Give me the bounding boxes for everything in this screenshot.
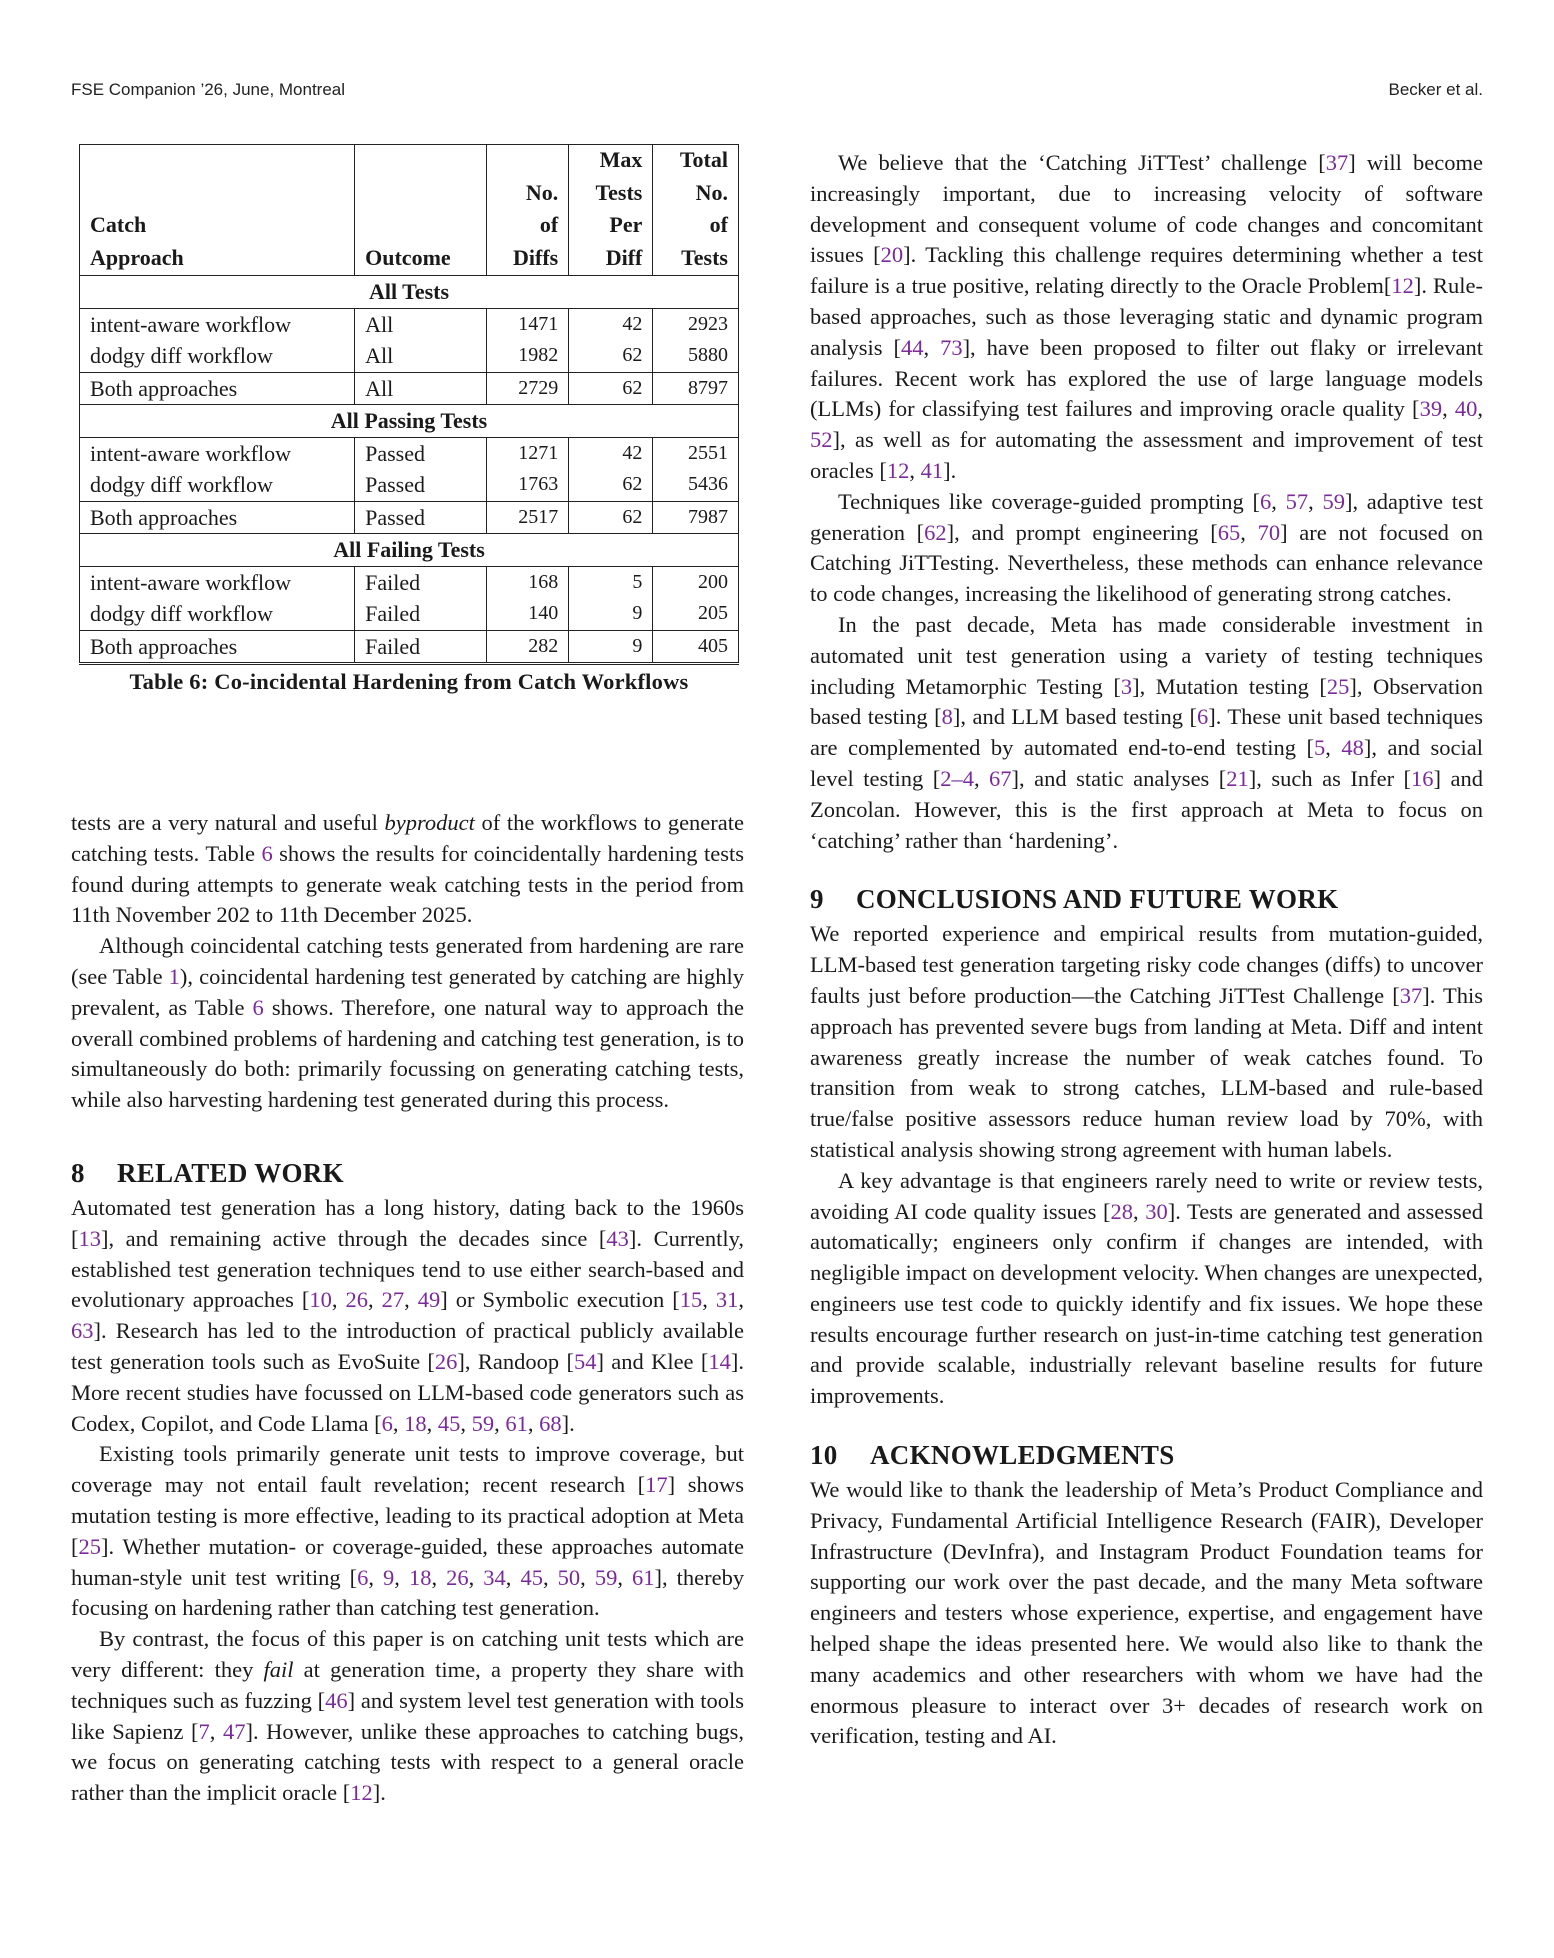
cell-max: 5 — [569, 566, 653, 598]
cell-diffs: 1471 — [487, 308, 569, 340]
header-tests-1: Tests — [569, 178, 653, 211]
cell-max: 9 — [569, 598, 653, 630]
cell-approach: intent-aware workflow — [80, 437, 355, 469]
citation-link[interactable]: 54 — [573, 1348, 597, 1374]
citation-link[interactable]: 21 — [1226, 765, 1249, 791]
citation-link[interactable]: 6 — [381, 1410, 393, 1436]
paragraph: Existing tools primarily generate unit tests to improve coverage, but coverage may not entail fault revelation; recent research [17] shows mutation testing is more effective, leading to its practical adoption at Meta [25]. Whether mutation- or coverage-guided, these approaches automate human-style unit test writing [6, 9, 18, 26, 34, 45, 50, 59, 61], thereby focusing on hardening rather than catching test generation. — [71, 1441, 745, 1621]
citation-link[interactable]: 26 — [345, 1287, 369, 1313]
cell-total: 7987 — [653, 501, 739, 534]
citation-link[interactable]: 45 — [437, 1410, 461, 1436]
cell-max: 42 — [569, 308, 653, 340]
cell-total: 2551 — [653, 437, 739, 469]
results-table — [79, 144, 739, 665]
header-of-2: of — [653, 210, 739, 243]
cell-total: 200 — [653, 566, 739, 598]
cell-approach: Both approaches — [80, 501, 355, 534]
citation-link[interactable]: 26 — [434, 1348, 458, 1374]
citation-link[interactable]: 7 — [198, 1718, 210, 1744]
paragraph: By contrast, the focus of this paper is on catching unit tests which are very different: they fail at generation time, a property they share with techniques such as fuzzing [46] and system level test generation with tools like Sapienz [7, 47]. However, unlike these approaches to catching bugs, we focus on generating catching tests with respect to a general oracle rather than the implicit oracle [12]. — [71, 1626, 745, 1806]
group-title-all: All Tests — [80, 276, 739, 309]
section-heading-acknowledgments: 10 ACKNOWLEDGMENTS — [810, 1440, 1175, 1471]
citation-link[interactable]: 67 — [989, 765, 1012, 791]
ref-link[interactable]: 6 — [252, 994, 264, 1020]
right-body — [810, 148, 1483, 1752]
header-of-1: of — [487, 210, 569, 243]
cell-approach: Both approaches — [80, 630, 355, 664]
header-tests: Tests — [653, 243, 739, 276]
cell-total: 5436 — [653, 469, 739, 501]
citation-link[interactable]: 28 — [1110, 1198, 1133, 1224]
citation-link[interactable]: 3 — [1120, 673, 1133, 699]
left-body — [71, 808, 744, 1809]
citation-link[interactable]: 65 — [1217, 519, 1241, 545]
citation-link[interactable]: 6 — [1197, 704, 1209, 730]
table-row — [80, 469, 739, 501]
table-row — [80, 372, 739, 405]
citation-link[interactable]: 59 — [1322, 488, 1345, 514]
cell-outcome: Failed — [355, 598, 487, 630]
cell-diffs: 282 — [487, 630, 569, 664]
citation-link[interactable]: 20 — [880, 242, 904, 268]
citation-link[interactable]: 12 — [350, 1780, 373, 1806]
citation-link[interactable]: 17 — [645, 1472, 668, 1498]
cell-outcome: All — [355, 340, 487, 372]
citation-link[interactable]: 15 — [679, 1287, 703, 1313]
header-diffs: Diffs — [487, 243, 569, 276]
cell-outcome: All — [355, 372, 487, 405]
section-heading-conclusions: 9 CONCLUSIONS AND FUTURE WORK — [810, 884, 1339, 915]
cell-diffs: 2517 — [487, 501, 569, 534]
citation-link[interactable]: 6 — [1259, 488, 1272, 514]
citation-link[interactable]: 45 — [520, 1564, 543, 1590]
citation-link[interactable]: 63 — [71, 1318, 94, 1344]
running-header-authors: Becker et al. — [1388, 80, 1483, 99]
citation-link[interactable]: 43 — [606, 1225, 629, 1251]
ref-link[interactable]: 6 — [261, 840, 273, 866]
citation-link[interactable]: 57 — [1285, 488, 1309, 514]
citation-link[interactable]: 26 — [446, 1564, 469, 1590]
cell-max: 9 — [569, 630, 653, 664]
cell-diffs: 140 — [487, 598, 569, 630]
cell-approach: dodgy diff workflow — [80, 469, 355, 501]
cell-approach: dodgy diff workflow — [80, 340, 355, 372]
cell-approach: dodgy diff workflow — [80, 598, 355, 630]
cell-diffs: 168 — [487, 566, 569, 598]
table-row — [80, 630, 739, 664]
citation-link[interactable]: 12 — [886, 457, 910, 483]
cell-total: 2923 — [653, 308, 739, 340]
citation-link[interactable]: 44 — [900, 334, 924, 360]
group-title-failing: All Failing Tests — [80, 534, 739, 567]
cell-approach: intent-aware workflow — [80, 308, 355, 340]
header-catch: Catch — [80, 210, 355, 243]
citation-link[interactable]: 5 — [1314, 735, 1326, 761]
citation-link[interactable]: 18 — [408, 1564, 432, 1590]
header-max-1: Max — [569, 145, 653, 178]
citation-link[interactable]: 40 — [1454, 396, 1478, 422]
citation-link[interactable]: 25 — [78, 1533, 101, 1559]
section-heading-related: 8 RELATED WORK — [71, 1157, 344, 1188]
citation-link[interactable]: 49 — [417, 1287, 441, 1313]
paragraph: In the past decade, Meta has made considerable investment in automated unit test generation using a variety of testing techniques including Metamorphic Testing [3], Mutation testing [25], Observation based testing [8], and LLM based testing [6]. These unit based techniques are complemented by automated end-to-end testing [5, 48], and social level testing [2–4, 67], and static analyses [21], such as Infer [16] and Zoncolan. However, this is the first approach at Meta to focus on ‘catching’ rather than ‘hardening’. — [810, 611, 1484, 853]
header-no-2: No. — [653, 178, 739, 211]
citation-link[interactable]: 18 — [404, 1410, 427, 1436]
citation-link[interactable]: 37 — [1399, 982, 1423, 1008]
cell-approach: Both approaches — [80, 372, 355, 405]
cell-diffs: 2729 — [487, 372, 569, 405]
citation-link[interactable]: 41 — [920, 457, 944, 483]
table-row — [80, 308, 739, 340]
citation-link[interactable]: 34 — [483, 1564, 506, 1590]
citation-link[interactable]: 12 — [1391, 273, 1414, 299]
citation-link[interactable]: 70 — [1257, 519, 1281, 545]
cell-diffs: 1982 — [487, 340, 569, 372]
cell-outcome: Passed — [355, 501, 487, 534]
paragraph: Although coincidental catching tests generated from hardening are rare (see Table 1), coincidental hardening test generated by catching are highly prevalent, as Table 6 shows. Therefore, one natural way to approach the overall combined problems of hardening and catching test generation, is to simultaneously do both: primarily focussing on generating catching tests, while also harvesting hardening test generated during this process. — [71, 933, 744, 1113]
paragraph: tests are a very natural and useful byproduct of the workflows to generate catching tests. Table 6 shows the results for coincidentally hardening tests found during attempts to generate weak catching tests in the period from 11th November 202 to 11th December 2025. — [71, 810, 745, 928]
header-diff: Diff — [569, 243, 653, 276]
cell-diffs: 1271 — [487, 437, 569, 469]
citation-link[interactable]: 68 — [539, 1410, 562, 1436]
citation-link[interactable]: 59 — [471, 1410, 495, 1436]
paragraph: We reported experience and empirical results from mutation-guided, LLM-based test generation targeting risky code changes (diffs) to uncover faults just before production—the Catching JiTTest Challenge [37]. This approach has prevented severe bugs from landing at Meta. Diff and intent awareness greatly increase the number of weak catches found. To transition from weak to strong catches, LLM-based and rule-based true/false positive assessors reduce human review load by 70%, with statistical analysis showing strong agreement with human labels. — [810, 921, 1483, 1162]
group-title-passing: All Passing Tests — [80, 405, 739, 438]
cell-diffs: 1763 — [487, 469, 569, 501]
citation-link[interactable]: 50 — [557, 1564, 581, 1590]
cell-approach: intent-aware workflow — [80, 566, 355, 598]
header-total-1: Total — [653, 145, 739, 178]
citation-link[interactable]: 10 — [309, 1287, 332, 1313]
paragraph: A key advantage is that engineers rarely need to write or review tests, avoiding AI code quality issues [28, 30]. Tests are generated and assessed automatically; engineers only confirm if changes are intended, with negligible impact on development velocity. When changes are unexpected, engineers use test code to quickly identify and fix issues. We hope these results encourage further research on just-in-time catching test generation and provide scalable, industrially relevant baseline results for future improvements. — [810, 1167, 1484, 1409]
citation-link[interactable]: 2–4 — [940, 765, 974, 791]
citation-link[interactable]: 16 — [1411, 765, 1434, 791]
header-per: Per — [569, 210, 653, 243]
citation-link[interactable]: 9 — [383, 1564, 395, 1590]
citation-link[interactable]: 46 — [325, 1687, 348, 1713]
citation-link[interactable]: 48 — [1341, 735, 1364, 761]
table-row — [80, 437, 739, 469]
running-header-venue: FSE Companion ’26, June, Montreal — [71, 80, 346, 99]
citation-link[interactable]: 61 — [505, 1410, 528, 1436]
header-outcome: Outcome — [355, 243, 487, 276]
citation-link[interactable]: 73 — [940, 334, 963, 360]
cell-outcome: Passed — [355, 469, 487, 501]
cell-max: 62 — [569, 469, 653, 501]
table-row — [80, 340, 739, 372]
cell-outcome: Failed — [355, 566, 487, 598]
table-row — [80, 501, 739, 534]
citation-link[interactable]: 39 — [1419, 396, 1443, 422]
citation-link[interactable]: 14 — [708, 1348, 731, 1374]
paragraph: Automated test generation has a long history, dating back to the 1960s [13], and remaining active through the decades since [43]. Currently, established test generation techniques tend to use either search-based and evolutionary approaches [10, 26, 27, 49] or Symbolic execution [15, 31, 63]. Research has led to the introduction of practical publicly available test generation tools such as EvoSuite [26], Randoop [54] and Klee [14]. More recent studies have focussed on LLM-based code generators such as Codex, Copilot, and Code Llama [6, 18, 45, 59, 61, 68]. — [71, 1194, 744, 1436]
citation-link[interactable]: 30 — [1145, 1198, 1168, 1224]
header-approach: Approach — [80, 243, 355, 276]
citation-link[interactable]: 8 — [941, 704, 953, 730]
citation-link[interactable]: 62 — [924, 519, 947, 545]
table-caption: Table 6: Co-incidental Hardening from Catch Workflows — [129, 669, 689, 694]
table-row — [80, 598, 739, 630]
cell-total: 5880 — [653, 340, 739, 372]
citation-link[interactable]: 52 — [810, 427, 833, 453]
citation-link[interactable]: 25 — [1326, 673, 1350, 699]
cell-total: 8797 — [653, 372, 739, 405]
citation-link[interactable]: 27 — [381, 1287, 405, 1313]
citation-link[interactable]: 13 — [78, 1225, 101, 1251]
cell-outcome: Failed — [355, 630, 487, 664]
citation-link[interactable]: 61 — [631, 1564, 655, 1590]
cell-max: 62 — [569, 501, 653, 534]
cell-total: 405 — [653, 630, 739, 664]
paragraph: We would like to thank the leadership of Meta’s Product Compliance and Privacy, Fundamental Artificial Intelligence Research (FAIR), Developer Infrastructure (DevInfra), and Instagram Product Foundation teams for supporting our work over the past decade, and the many Meta software engineers and testers whose experience, expertise, and engagement have helped shape the ideas presented here. We would also like to thank the many academics and other researchers with whom we have had the enormous pleasure to interact over 3+ decades of research work on verification, testing and AI. — [810, 1477, 1483, 1749]
cell-outcome: All — [355, 308, 487, 340]
citation-link[interactable]: 59 — [594, 1564, 618, 1590]
citation-link[interactable]: 37 — [1325, 150, 1349, 175]
table-row — [80, 566, 739, 598]
header-no-1: No. — [487, 178, 569, 211]
ref-link[interactable]: 1 — [168, 963, 180, 989]
cell-outcome: Passed — [355, 437, 487, 469]
cell-max: 62 — [569, 340, 653, 372]
citation-link[interactable]: 6 — [357, 1564, 369, 1590]
citation-link[interactable]: 47 — [222, 1718, 246, 1744]
citation-link[interactable]: 31 — [715, 1287, 739, 1313]
cell-total: 205 — [653, 598, 739, 630]
paragraph: Techniques like coverage-guided prompting [6, 57, 59], adaptive test generation [62], and prompt engineering [65, 70] are not focused on Catching JiTTesting. Nevertheless, these methods can enhance relevance to code changes, increasing the likelihood of generating strong catches. — [810, 488, 1484, 607]
cell-max: 42 — [569, 437, 653, 469]
cell-max: 62 — [569, 372, 653, 405]
paragraph: We believe that the ‘Catching JiTTest’ challenge [37] will become increasingly important, due to increasing velocity of software development and consequent volume of code changes and concomitant issues [20]. Tackling this challenge requires determining whether a test failure is a true positive, relating directly to the Oracle Problem[12]. Rule-based approaches, such as those leveraging static and dynamic program analysis [44, 73], have been proposed to filter out flaky or irrelevant failures. Recent work has explored the use of large language models (LLMs) for classifying test failures and improving oracle quality [39, 40, 52], as well as for automating the assessment and improvement of test oracles [12, 41]. — [810, 150, 1484, 483]
